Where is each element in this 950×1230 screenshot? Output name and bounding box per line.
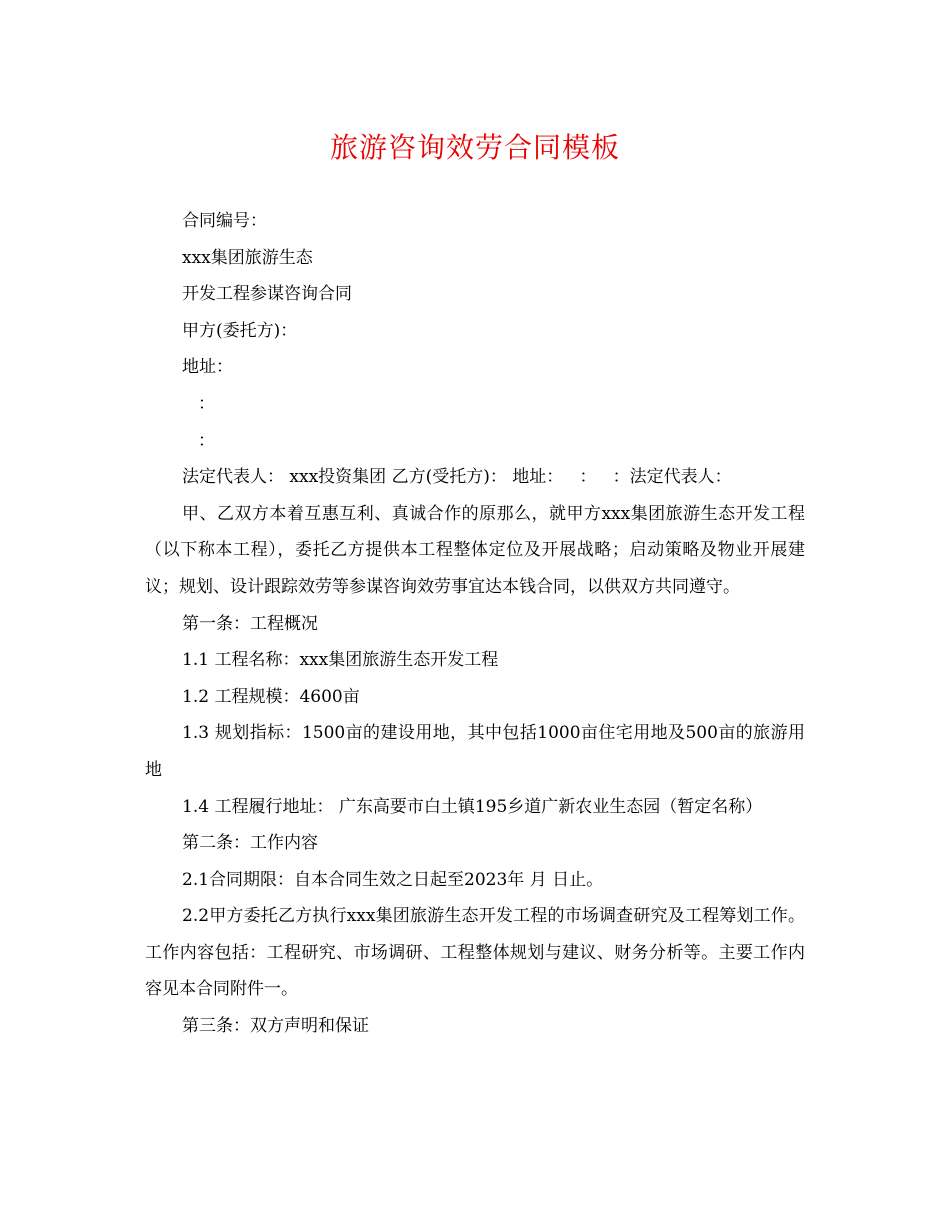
blank-field-line-2: ：	[198, 430, 215, 451]
clause-1-1: 1.1 工程名称：xxx集团旅游生态开发工程	[182, 650, 499, 671]
project-name-line-1: xxx集团旅游生态	[182, 247, 313, 268]
article-2-heading: 第二条：工作内容	[182, 833, 318, 854]
contract-number-line: 合同编号：	[182, 211, 267, 231]
project-name-line-2: 开发工程参谋咨询合同	[182, 284, 352, 305]
article-1-heading: 第一条：工程概况	[182, 613, 318, 634]
preamble-paragraph: 甲、乙双方本着互惠互利、真诚合作的原那么，就甲方xxx集团旅游生态开发工程（以下称本工程），委托乙方提供本工程整体定位及开展战略；启动策略及物业开展建议；规划、设计跟踪效劳等参谋咨询效劳事宜达本钱合同，以供双方共同遵守。	[145, 503, 805, 597]
party-a-line: 甲方(委托方)：	[182, 320, 298, 341]
document-body	[145, 203, 805, 1045]
address-line: 地址：	[182, 357, 233, 378]
clause-1-3: 1.3 规划指标：1500亩的建设用地，其中包括1000亩住宅用地及500亩的旅游用地	[145, 723, 805, 780]
clause-2-1: 2.1合同期限：自本合同生效之日起至2023年 月 日止。	[182, 869, 604, 890]
blank-field-line-1: ：	[198, 393, 215, 414]
representatives-line: 法定代表人： xxx投资集团 乙方(受托方)： 地址： ： ：法定代表人：	[182, 467, 732, 488]
document-title: 旅游咨询效劳合同模板	[329, 131, 620, 164]
clause-1-2: 1.2 工程规模：4600亩	[182, 686, 360, 707]
clause-1-4: 1.4 工程履行地址： 广东高要市白土镇195乡道广新农业生态园（暂定名称）	[182, 796, 763, 817]
article-3-heading: 第三条：双方声明和保证	[182, 1016, 369, 1037]
clause-2-2: 2.2甲方委托乙方执行xxx集团旅游生态开发工程的市场调查研究及工程筹划工作。工作内容包括：工程研究、市场调研、工程整体规划与建议、财务分析等。主要工作内容见本合同附件一。	[145, 906, 805, 1000]
